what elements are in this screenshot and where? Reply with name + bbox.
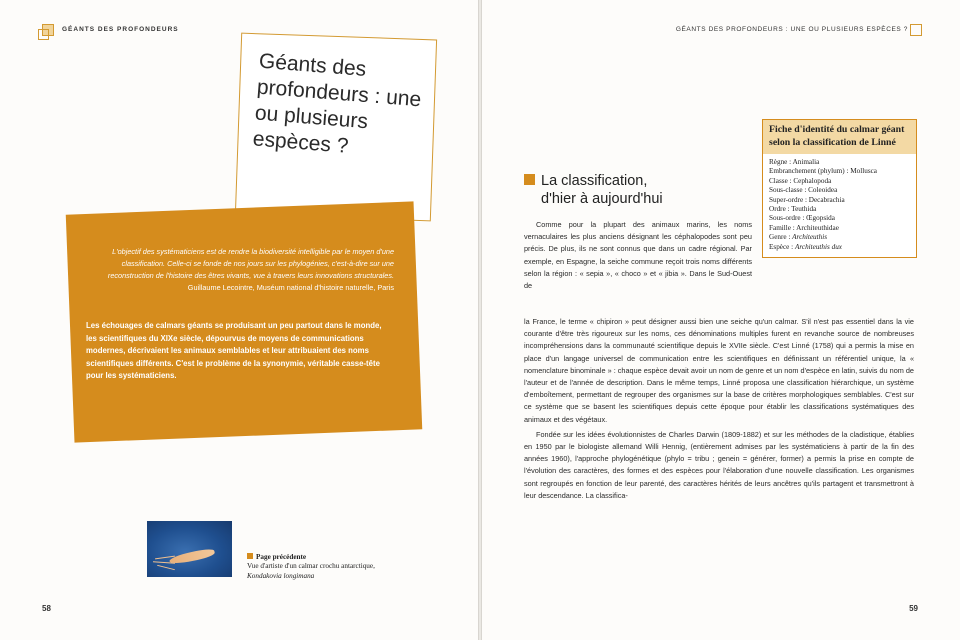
epigraph-author: Guillaume Lecointre, Muséum national d'histoire naturelle, Paris: [187, 283, 394, 292]
taxon-rank: Sous-classe :: [769, 186, 807, 195]
taxon-row: [769, 233, 910, 242]
chapter-title-card: [235, 33, 437, 222]
body-column-wide: [524, 316, 914, 502]
taxon-rank: Ordre :: [769, 205, 790, 214]
caption-text: Vue d'artiste d'un calmar crochu antarctique,: [247, 562, 375, 571]
squid-body: [169, 547, 216, 565]
right-page: [482, 0, 960, 640]
taxon-row: [769, 224, 910, 233]
identity-card-title: Fiche d'identité du calmar géant selon la classification de Linné: [763, 120, 916, 154]
epigraph-quote: [104, 246, 394, 294]
section-heading: [524, 172, 724, 208]
squid-illustration-image: [147, 521, 232, 577]
squid-tentacle: [157, 565, 175, 570]
taxon-rank: Espèce :: [769, 242, 794, 251]
body-paragraph: Fondée sur les idées évolutionnistes de Charles Darwin (1809-1882) et sur les méthodes de la cladistique, établies en 1950 par le biologiste allemand Willi Hennig, (entièrement admises par les systématiciens à partir de la fin des années 1960), l'approche phylogénétique (phylo = tribu ; genein = générer, former) a permis la prise en compte de l'évolution des caractères, des formes et des espèces pour l'élaboration d'une nouvelle classification. Les organismes sont regroupés en fonction de leur parenté, des caractères hérités de leurs ancêtres qu'ils partagent et transmettront à leur descendance. La classifica-: [524, 429, 914, 500]
taxon-value: Mollusca: [850, 167, 877, 176]
page-number-left: 58: [42, 604, 51, 613]
taxon-rank: Genre :: [769, 233, 791, 242]
running-head-right: GÉANTS DES PROFONDEURS : UNE OU PLUSIEURS ESPÈCES ?: [675, 26, 908, 33]
taxon-row: [769, 214, 910, 223]
body-paragraph: Comme pour la plupart des animaux marins, les noms vernaculaires les plus anciens désignant les céphalopodes sont peu précis. De plus, ils ne sont connus que dans un cadre régional. Par exemple, en Espagne, la seiche commune reçoit trois noms différents selon la région : « sepia », « choco » et « jibia ». Dans le Sud-Ouest de: [524, 220, 752, 291]
epigraph-text: L'objectif des systématiciens est de rendre la biodiversité intelligible par le moyen d'une classification. Celle-ci se fonde de nos jours sur les phylogénies, c'est-à-dire sur une reconstruction de l'histoire des êtres vivants, vue à travers leurs innovations structurales.: [107, 247, 394, 280]
identity-card-body: [763, 154, 916, 257]
taxon-row: [769, 167, 910, 176]
running-head-left: GÉANTS DES PROFONDEURS: [62, 26, 179, 33]
taxon-row: [769, 177, 910, 186]
body-paragraph: la France, le terme « chipiron » peut désigner aussi bien une seiche qu'un calmar. S'il n'est pas essentiel dans la vie courante d'être très rigoureux sur les noms, ces dénominations multiples furent en revanche source de nombreuses incompréhensions dans la communauté scientifique depuis le XVIIe siècle. C'est Linné (1758) qui a permis la mise en place d'un langage universel de communication entre les scientifiques en définissant un référentiel unique, la « nomenclature binominale » : chaque espèce devait avoir un nom de genre et un nom d'espèce en latin, suivis du nom de l'auteur et de l'année de description. Dans le même temps, Linné proposa une classification hiérarchique, un système d'emboîtement, permettant de regrouper des organismes sur la base de critères morphologiques semblables. C'est sur ce système que se basent les scientifiques depuis cette époque pour établir les classifications systématiques des animaux et des végétaux.: [524, 317, 914, 424]
taxon-row: [769, 205, 910, 214]
caption-species: Kondakovia longimana: [247, 571, 315, 580]
section-square-icon: [524, 174, 535, 185]
taxon-value: Œgopsida: [806, 214, 835, 223]
section-title-line1: La classification,: [541, 173, 648, 189]
intro-text: Les échouages de calmars géants se produisant un peu partout dans le monde, les scientifiques du XIXe siècle, dépourvus de moyens de communications modernes, décrivaient les animaux semblables et leur attribuaient des noms scientifiques différents. C'est le problème de la synonymie, véritable casse-tête pour les systématiciens.: [86, 321, 382, 381]
taxon-row: [769, 158, 910, 167]
taxon-row: [769, 196, 910, 205]
identity-card: [762, 119, 917, 258]
caption-square-icon: [247, 553, 253, 559]
caption-title: Page précédente: [256, 553, 307, 561]
taxon-rank: Règne :: [769, 158, 792, 166]
running-head-ornament-icon: [910, 24, 922, 36]
taxon-value: Coleoidea: [808, 186, 838, 195]
taxon-rank: Famille :: [769, 223, 795, 232]
section-title-line2: d'hier à aujourd'hui: [541, 191, 663, 207]
taxon-value: Architeuthis dux: [794, 242, 842, 251]
taxon-rank: Embranchement (phylum) :: [769, 167, 849, 176]
taxon-value: Architeuthidae: [796, 223, 839, 232]
taxon-value: Decabrachia: [808, 195, 845, 204]
body-column-narrow: [524, 219, 752, 292]
page-number-right: 59: [909, 604, 918, 613]
taxon-value: Cephalopoda: [793, 176, 832, 185]
taxon-row: [769, 243, 910, 252]
running-head-ornament-icon: [42, 24, 54, 36]
taxon-rank: Super-ordre :: [769, 195, 807, 204]
chapter-title: Géants des profondeurs : une ou plusieurs espèces ?: [252, 49, 423, 158]
taxon-value: Teuthida: [791, 205, 817, 214]
taxon-value: Animalia: [792, 158, 820, 166]
taxon-value: Architeuthis: [792, 233, 828, 242]
taxon-row: [769, 186, 910, 195]
taxon-rank: Classe :: [769, 176, 792, 185]
image-caption: [247, 553, 427, 581]
taxon-rank: Sous-ordre :: [769, 214, 805, 223]
left-page: [0, 0, 478, 640]
squid-tentacle: [153, 561, 175, 564]
